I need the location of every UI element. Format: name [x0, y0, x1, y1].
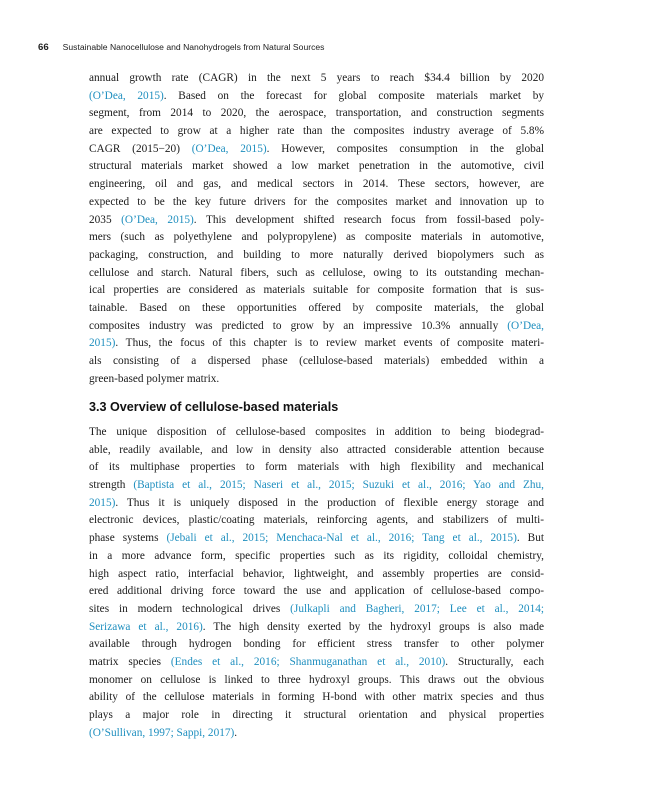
text-line — [89, 371, 544, 389]
text-run: strength — [89, 479, 134, 492]
citation-link[interactable]: (O’Dea, — [507, 319, 544, 332]
text-run: . But — [516, 532, 544, 545]
text-run: expected to be the key future drivers for the composites market and innovation up to — [89, 195, 544, 208]
text-line — [89, 212, 544, 230]
text-line — [89, 229, 544, 247]
text-line — [89, 88, 544, 106]
text-line — [89, 141, 544, 159]
text-line — [89, 495, 544, 513]
text-run: . Based on the forecast for global composite materials market by — [163, 89, 545, 102]
text-run: in a more advance form, specific properties such as its rigidity, colloidal chemistry, — [89, 549, 544, 562]
text-run: . — [234, 726, 238, 739]
text-line — [89, 265, 544, 283]
running-head — [38, 42, 324, 53]
text-line — [89, 282, 544, 300]
text-run: structural materials market showed a low market penetration in the automotive, civil — [89, 160, 544, 173]
citation-link[interactable]: (O’Dea, 2015) — [121, 213, 194, 226]
citation-link[interactable]: (O’Dea, 2015) — [191, 142, 267, 155]
text-line — [89, 583, 544, 601]
text-run: high aspect ratio, interfacial behavior, lightweight, and assembly properties are consid- — [89, 567, 544, 580]
text-run: segment, from 2014 to 2020, the aerospace, transportation, and construction segments — [89, 107, 544, 120]
text-run: ical properties are considered as materials suitable for composite formation that is sus- — [89, 284, 544, 297]
citation-link[interactable]: 2015) — [89, 337, 116, 350]
citation-link[interactable]: (O’Dea, 2015) — [89, 89, 164, 102]
text-line — [89, 725, 544, 743]
running-title: Sustainable Nanocellulose and Nanohydrogels from Natural Sources — [62, 42, 325, 52]
text-run: ered additional driving force toward the use and application of cellulose-based compo- — [89, 585, 544, 598]
citation-link[interactable]: 2015) — [89, 496, 116, 509]
text-run: . However, composites consumption in the global — [266, 142, 544, 155]
citation-link[interactable]: (O’Sullivan, 1997; Sappi, 2017) — [89, 726, 235, 739]
text-run: . Thus, the focus of this chapter is to review market events of composite materi- — [115, 337, 544, 350]
text-line — [89, 176, 544, 194]
paragraph-cellulose-overview — [89, 424, 544, 742]
text-line — [89, 548, 544, 566]
text-run: . The high density exerted by the hydroxyl groups is also made — [202, 620, 544, 633]
text-run: cellulose and starch. Natural fibers, such as cellulose, owing to its outstanding mechan- — [89, 266, 544, 279]
text-line — [89, 512, 544, 530]
text-run: als consisting of a dispersed phase (cellulose-based materials) embedded within a — [89, 355, 544, 367]
text-run: matrix species — [89, 655, 171, 668]
text-line — [89, 654, 544, 672]
text-run: able, readily available, and low in density also attracted considerable attention because — [89, 443, 544, 456]
text-run: CAGR (2015−20) — [89, 142, 192, 155]
text-line — [89, 318, 544, 336]
text-run: . Thus it is uniquely disposed in the production of flexible energy storage and — [115, 496, 544, 509]
text-line — [89, 247, 544, 265]
text-run: are expected to grow at a higher rate than the composites industry average of 5.8% — [89, 125, 544, 138]
text-line — [89, 300, 544, 318]
text-run: ability of the cellulose materials in forming H-bond with other matrix species and thus — [89, 691, 544, 704]
text-line — [89, 459, 544, 477]
text-line — [89, 353, 544, 371]
text-line — [89, 566, 544, 584]
text-run: 2035 — [89, 213, 122, 226]
citation-link[interactable]: (Julkapli and Bagheri, 2017; Lee et al., 2014; — [290, 602, 545, 615]
text-run: tainable. Based on these opportunities offered by composite materials, the global — [89, 301, 544, 314]
text-run: . This development shifted research focus from fossil-based poly- — [193, 213, 545, 226]
text-line — [89, 707, 544, 725]
text-line — [89, 530, 544, 548]
text-run: . Structurally, each — [445, 655, 544, 668]
citation-link[interactable]: (Endes et al., 2016; Shanmuganathan et al., 2010) — [170, 655, 446, 668]
text-line — [89, 123, 544, 141]
text-run: composites industry was predicted to grow by an impressive 10.3% annually — [89, 319, 508, 332]
text-line — [89, 619, 544, 637]
text-line — [89, 636, 544, 654]
text-run: monomer on cellulose is linked to three hydroxyl groups. This draws out the obvious — [89, 673, 544, 686]
text-run: phase systems — [89, 532, 167, 545]
text-run: The unique disposition of cellulose-based composites in addition to being biodegrad- — [89, 426, 544, 438]
text-run: annual growth rate (CAGR) in the next 5 years to reach $34.4 billion by 2020 — [89, 72, 544, 84]
text-run: available through hydrogen bonding for efficient stress transfer to other polymer — [89, 638, 544, 651]
text-run: engineering, oil and gas, and medical sectors in 2014. These sectors, however, are — [89, 178, 544, 191]
text-line — [89, 105, 544, 123]
text-run: of its multiphase properties to form materials with high flexibility and mechanical — [89, 461, 544, 474]
section-heading: 3.3 Overview of cellulose-based materials — [89, 400, 339, 414]
text-line — [89, 70, 544, 88]
page-number: 66 — [38, 42, 49, 53]
text-line — [89, 424, 544, 442]
text-line — [89, 194, 544, 212]
text-run: packaging, construction, and building to more naturally derived biopolymers such as — [89, 248, 544, 261]
text-line — [89, 158, 544, 176]
citation-link[interactable]: (Baptista et al., 2015; Naseri et al., 2015; Suzuki et al., 2016; Yao and Zhu, — [133, 479, 544, 492]
text-run: electronic devices, plastic/coating materials, reinforcing agents, and stabilizers of multi- — [89, 514, 544, 527]
text-line — [89, 601, 544, 619]
paragraph-market-growth — [89, 70, 544, 388]
text-line — [89, 672, 544, 690]
text-run: mers (such as polyethylene and polypropylene) as composite materials in automotive, — [89, 231, 544, 244]
citation-link[interactable]: Serizawa et al., 2016) — [89, 620, 203, 633]
text-run: sites in modern technological drives — [89, 602, 291, 615]
text-run: plays a major role in directing it structural orientation and physical properties — [89, 709, 544, 721]
text-run: green-based polymer matrix. — [89, 372, 220, 385]
text-line — [89, 335, 544, 353]
text-line — [89, 689, 544, 707]
text-line — [89, 477, 544, 495]
text-line — [89, 442, 544, 460]
citation-link[interactable]: (Jebali et al., 2015; Menchaca-Nal et al., 2016; Tang et al., 2015) — [166, 532, 517, 545]
